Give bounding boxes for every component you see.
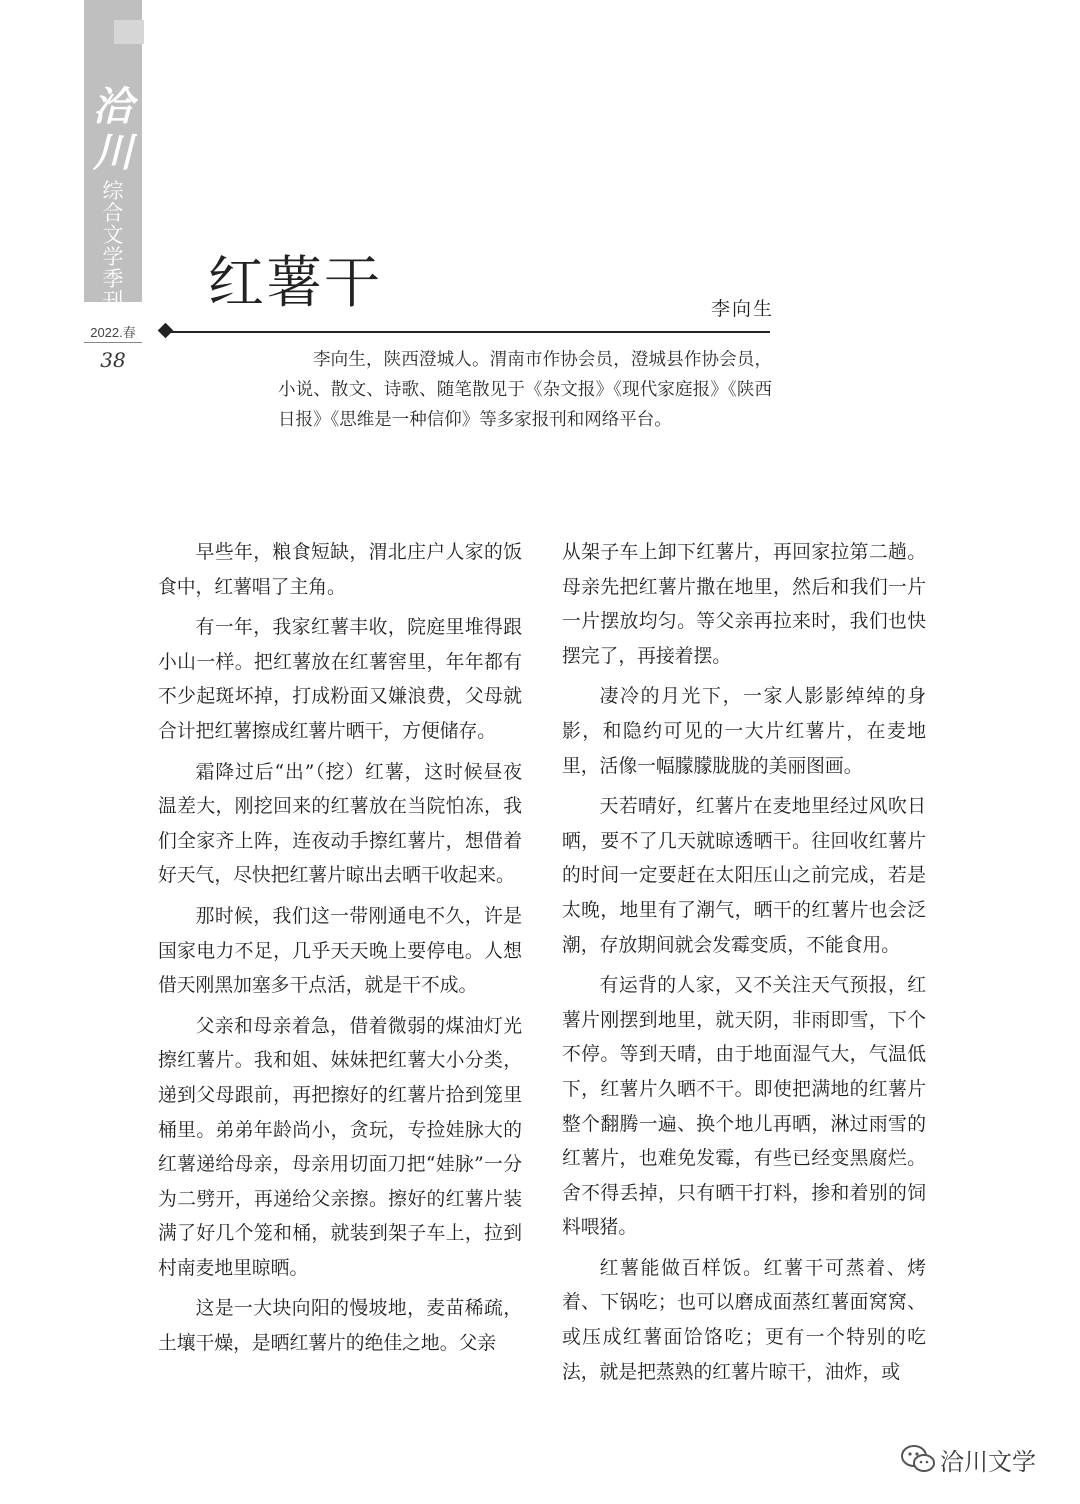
- paragraph: 这是一大块向阳的慢坡地，麦苗稀疏，土壤干燥，是晒红薯片的绝佳之地。父亲: [158, 1298, 522, 1355]
- paragraph: 父亲和母亲着急，借着微弱的煤油灯光擦红薯片。我和姐、妹妹把红薯大小分类，递到父母跟前，再把擦好的红薯片拾到笼里桶里。弟弟年龄尚小，贪玩，专捡娃脉大的红薯递给母亲，母亲用切面刀把“娃脉”一分为二劈开，再递给父亲擦。擦好的红薯片装满了好几个笼和桶，就装到架子车上，拉到村南麦地里晾晒。: [158, 1015, 522, 1279]
- paragraph-continued: 从架子车上卸下红薯片，再回家拉第二趟。母亲先把红薯片撒在地里，然后和我们一片一片摆放均匀。等父亲再拉来时，我们也快摆完了，再接着摆。: [562, 542, 926, 667]
- masthead-subtitle: [96, 180, 130, 312]
- subtitle-char: 文: [102, 223, 124, 247]
- paragraph: 霜降过后“出”（挖）红薯，这时候昼夜温差大，刚挖回来的红薯放在当院怕冻，我们全家齐上阵，连夜动手擦红薯片，想借着好天气，尽快把红薯片晾出去晒干收起来。: [158, 761, 522, 887]
- subtitle-char: 学: [102, 245, 124, 269]
- page-number: 38: [100, 348, 126, 372]
- logo-char: 洽: [93, 83, 133, 130]
- subtitle-char: 季: [102, 267, 124, 291]
- paragraph: 早些年，粮食短缺，渭北庄户人家的饭食中，红薯唱了主角。: [158, 542, 522, 598]
- issue-label: 2022.春: [90, 325, 136, 340]
- paragraph: 有运背的人家，又不关注天气预报，红薯片刚摆到地里，就天阴，非雨即雪，下个不停。等到天晴，由于地面湿气大，气温低下，红薯片久晒不干。即使把满地的红薯片整个翻腾一遍、换个地儿再晒，淋过雨雪的红薯片，也难免发霉，有些已经变黑腐烂。舍不得丢掉，只有晒干打料，掺和着别的饲料喂猪。: [562, 975, 926, 1239]
- article-title: 红薯干: [208, 251, 382, 316]
- masthead-logo: [88, 84, 138, 176]
- paragraph: 那时候，我们这一带刚通电不久，许是国家电力不足，几乎天天晚上要停电。人想借天刚黑加塞多干点活，就是干不成。: [158, 905, 522, 997]
- logo-char: 川: [93, 129, 133, 176]
- paragraph: 凄冷的月光下，一家人影影绰绰的身影，和隐约可见的一大片红薯片，在麦地里，活像一幅朦朦胧胧的美丽图画。: [562, 686, 926, 777]
- wechat-icon: [900, 1444, 936, 1474]
- author-bio: 李向生，陕西澄城人。渭南市作协会员，澄城县作协会员，小说、散文、诗歌、随笔散见于《杂文报》《现代家庭报》《陕西日报》《思维是一种信仰》等多家报刊和网络平台。: [278, 350, 772, 430]
- watermark-text: 洽川文学: [940, 1448, 1036, 1476]
- title-rule: [168, 331, 770, 333]
- article-author: 李向生: [710, 298, 774, 320]
- paragraph: 有一年，我家红薯丰收，院庭里堆得跟小山一样。把红薯放在红薯窖里，年年都有不少起斑坏掉，打成粉面又嫌浪费，父母就合计把红薯擦成红薯片晒干，方便储存。: [158, 617, 522, 742]
- subtitle-char: 综: [102, 179, 124, 203]
- issue-divider: [84, 342, 142, 343]
- body-column-right: [562, 536, 926, 1396]
- subtitle-char: 合: [102, 201, 124, 225]
- paragraph: 天若晴好，红薯片在麦地里经过风吹日晒，要不了几天就晾透晒干。往回收红薯片的时间一定要赶在太阳压山之前完成，若是太晚，地里有了潮气，晒干的红薯片也会泛潮，存放期间就会发霉变质，不能食用。: [562, 796, 926, 956]
- masthead-band: [84, 0, 142, 313]
- wechat-watermark: [900, 1442, 1060, 1478]
- paragraph: 红薯能做百样饭。红薯干可蒸着、烤着、下锅吃；也可以磨成面蒸红薯面窝窝、或压成红薯面饸饹吃；更有一个特别的吃法，就是把蒸熟的红薯片晾干，油炸，或: [562, 1257, 926, 1383]
- subtitle-char: 刊: [102, 289, 124, 313]
- band-highlight: [114, 20, 144, 44]
- body-column-left: [158, 536, 522, 1368]
